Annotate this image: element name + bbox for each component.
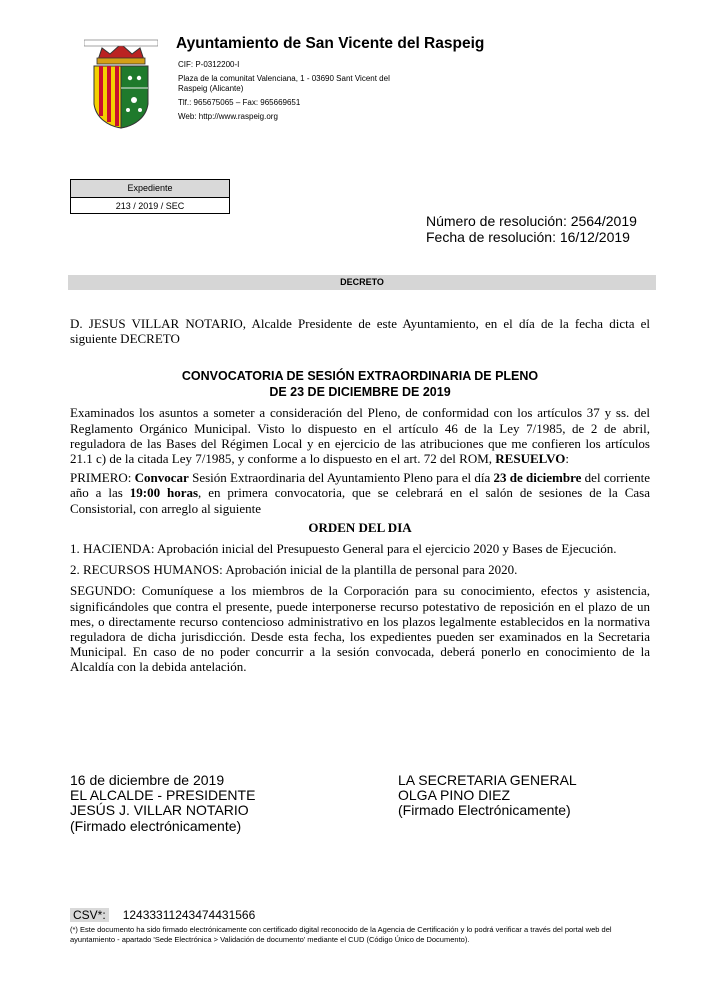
signature-date: 16 de diciembre de 2019 [70,772,225,788]
primero-paragraph: PRIMERO: Convocar Sesión Extraordinaria del Ayuntamiento Pleno para el día 23 de diciembre del corriente año a las 19:00 horas, en primera convocatoria, que se celebrará en el salón de sesiones de la Casa Consistorial, con arreglo al siguiente [70,470,651,516]
expediente-box [70,179,230,214]
cif-text: CIF: P-0312200-I [178,60,240,69]
csv-value: 12433311243474431566 [122,908,256,922]
convocation-title-line-2: DE 23 DE DICIEMBRE DE 2019 [269,385,451,400]
secretary-role: LA SECRETARIA GENERAL [398,772,577,788]
resuelvo-text: RESUELVO [495,451,566,467]
resolution-number: Número de resolución: 2564/2019 [426,213,637,229]
secretary-signature-block [398,773,577,819]
coat-of-arms-icon [84,38,158,134]
mayor-signed-note: (Firmado electrónicamente) [70,817,242,834]
secretary-signed-note: (Firmado Electrónicamente) [398,802,571,819]
considerations-paragraph: Examinados los asuntos a someter a consideración del Pleno, de conformidad con los artículos 37 y ss. del Reglamento Orgánico Municipal. Visto lo dispuesto en el artículo 46 de la Ley 7/1985, de 2 de abril, reguladora de las Bases del Régimen Local y en ejercicio de las atribuciones que me confieren los artículos 21.1 c) de la citada Ley 7/1985, y conforme a lo dispuesto en el art. 72 del ROM, RESUELVO: [70,405,650,467]
csv-line [70,908,255,922]
verification-footnote: (*) Este documento ha sido firmado electrónicamente con certificado digital reconocido de la Agencia de Certificación y lo podrá verificar a través del portal web del ayuntamiento - apartado 'Sede Electrónica > Validación de documento' mediante el CUD (Código Único de Documento). [70,925,612,944]
decree-body [70,316,650,675]
agenda-item-2: 2. RECURSOS HUMANOS: Aprobación inicial de la plantilla de personal para 2020. [70,562,518,578]
intro-paragraph: D. JESUS VILLAR NOTARIO, Alcalde Presidente de este Ayuntamiento, en el día de la fecha dicta el siguiente DECRETO [70,316,650,347]
address-line-2: Raspeig (Alicante) [178,84,244,93]
csv-label: CSV*: [70,908,109,922]
website-text: Web: http://www.raspeig.org [178,112,278,121]
convocation-title-line-1: CONVOCATORIA DE SESIÓN EXTRAORDINARIA DE PLENO [181,369,539,384]
agenda-item-1: 1. HACIENDA: Aprobación inicial del Presupuesto General para el ejercicio 2020 y Bases de Ejecución. [70,541,617,557]
mayor-role: EL ALCALDE - PRESIDENTE [70,787,256,804]
segundo-paragraph: SEGUNDO: Comuníquese a los miembros de la Corporación para su conocimiento, efectos y asistencia, significándoles que contra el presente, puede interponerse recurso potestativo de reposición en el plazo de un mes, o directamente recurso contencioso administrativo en los plazos legalmente establecidos en la normativa reguladora de dicha jurisdicción. Desde esta fecha, los expedientes pueden ser examinados en la Secretaria Municipal. En caso de no poder concurrir a la sesión convocada, deberá ponerlo en conocimiento de la Alcaldía con la debida antelación. [70,583,650,675]
phone-fax-text: Tlf.: 965675065 – Fax: 965669651 [178,98,301,107]
expediente-label: Expediente [71,180,229,198]
organization-name: Ayuntamiento de San Vicente del Raspeig [176,35,485,52]
mayor-signature-block [70,773,255,834]
decree-header-bar: DECRETO [68,275,656,290]
expediente-value: 213 / 2019 / SEC [115,201,185,211]
mayor-name: JESÚS J. VILLAR NOTARIO [70,802,249,819]
secretary-name: OLGA PINO DIEZ [398,787,511,804]
resolution-date: Fecha de resolución: 16/12/2019 [426,229,630,245]
orden-del-dia-title: ORDEN DEL DIA [308,519,412,535]
address-line-1: Plaza de la comunitat Valenciana, 1 - 03690 Sant Vicent del [178,74,390,83]
